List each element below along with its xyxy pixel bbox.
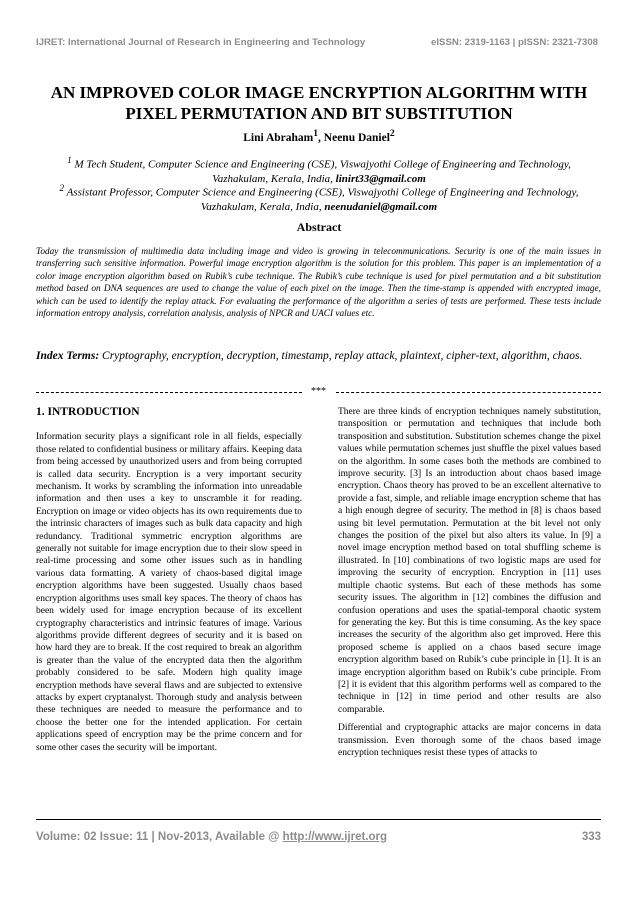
author-2: Neenu Daniel bbox=[323, 131, 390, 144]
affiliation-2-sup: 2 bbox=[59, 183, 65, 193]
affiliation-2 bbox=[24, 181, 614, 214]
index-terms-text: Cryptography, encryption, decryption, timestamp, replay attack, plaintext, cipher-text, algorithm, chaos. bbox=[99, 350, 583, 362]
separator-dash-right bbox=[336, 392, 601, 393]
page-number: 333 bbox=[581, 831, 601, 843]
index-terms-label: Index Terms: bbox=[36, 350, 100, 362]
author-list bbox=[0, 128, 638, 144]
abstract-heading: Abstract bbox=[296, 220, 342, 234]
page-footer bbox=[36, 831, 601, 843]
separator-mark: *** bbox=[311, 386, 326, 397]
affiliation-2-line-2: Vazhakulam, Kerala, India, bbox=[200, 200, 325, 213]
section-heading-introduction: 1. INTRODUCTION bbox=[36, 406, 140, 418]
author-1: Lini Abraham bbox=[243, 131, 314, 144]
issn-info: eISSN: 2319-1163 | pISSN: 2321-7308 bbox=[431, 37, 598, 48]
author-separator: , bbox=[318, 131, 324, 144]
footer-url-link[interactable]: http://www.ijret.org bbox=[282, 831, 388, 843]
title-line-1: AN IMPROVED COLOR IMAGE ENCRYPTION ALGORITHM WITH bbox=[50, 83, 588, 102]
intro-paragraph-3: Differential and cryptographic attacks are major concerns in data transmission. Even thorough some of the chaos based image encryption techniques resist these types of attacks to bbox=[338, 723, 601, 758]
affiliation-1-line-2: Vazhakulam, Kerala, India, bbox=[212, 172, 336, 185]
author-1-sup: 1 bbox=[313, 128, 319, 139]
affiliation-2-email[interactable]: neenudaniel@gmail.com bbox=[324, 200, 438, 213]
journal-name: IJRET: International Journal of Research in Engineering and Technology bbox=[36, 37, 366, 48]
abstract-text: Today the transmission of multimedia data including image and video is growing in telecommunications. Security is one of the main issues in transferring such sensitive information. Powerful image encryption algorithm is the solution for this problem. This paper is an implementation of a color image encryption algorithm based on Rubik’s cube technique. The Rubik’s cube technique is used for pixel permutation and a bit substitution method based on DNA sequences are used to change the value of each pixel on the image. Then the time-stamp is appended with encrypted image, which can be used to identify the replay attack. For evaluating the performance of the algorithm a series of tests are performed. These tests include information entropy analysis, correlation analysis, analysis of NPCR and UACI values etc. bbox=[36, 247, 601, 320]
affiliation-1-sup: 1 bbox=[67, 155, 72, 165]
footer-volume bbox=[36, 831, 387, 843]
paper-title bbox=[20, 82, 618, 124]
index-terms bbox=[36, 346, 601, 367]
right-column bbox=[338, 406, 601, 765]
footer-volume-text: Volume: 02 Issue: 11 | Nov-2013, Available @ bbox=[36, 831, 283, 843]
intro-paragraph-1: Information security plays a significant role in all fields, especially those related to confidential business or military affairs. Keeping data from being accessed by unauthorized users and from being corrupted is called data security. Encryption is a very important security mechanism. It works by scrambling the information into unreadable information and then uses a key to unscramble it for reading. Encryption on image or video objects has its own requirements due to the intrinsic characters of images such as bulk data capacity and high redundancy. Traditional symmetric encryption algorithms are generally not suitable for image encryption due to their slow speed in real-time processing and some other issues such as in handling various data formatting. A variety of chaos-based digital image encryption algorithms have been suggested. Usually chaos based encryption algorithms uses small key spaces. The theory of chaos has been widely used for image encryption because of its excellent cryptography characteristics and intrinsic features of image. Various algorithms provide different degrees of security and it is based on how hard they are to break. If the cost required to break an algorithm is greater than the value of the encrypted data then the algorithm probably considered to be safe. Modern high quality image encryption methods have several flaws and are subjected to extensive attacks by expert cryptanalyst. Thorough study and analysis between these techniques are needed to measure the performance and to choose the better one for the intended application. For certain applications speed of encryption may be the prime concern and for some other cases the security will be important. bbox=[36, 432, 302, 753]
title-line-2: PIXEL PERMUTATION AND BIT SUBSTITUTION bbox=[125, 104, 513, 123]
intro-paragraph-2: There are three kinds of encryption techniques namely substitution, transposition or permutation and techniques that include both transposition and substitution. Substitution schemes change the pixel values while permutation schemes just shuffle the pixel values based on the algorithm. In some cases both the methods are combined to improve security. [3] Is an introduction about chaos based image encryption. Chaos theory has proved to be an excellent alternative to provide a fast, simple, and reliable image encryption scheme that has a high enough degree of security. The method in [8] is chaos based using bit level permutation. Permutation at the bit level not only changes the position of the pixel but also alters its value. In [9] a novel image encryption method based on total shuffling scheme is illustrated. In [10] combinations of two logistic maps are used for improving the security of encryption. Encryption in [11] uses multiple chaotic systems. But each of these methods has some security issues. The algorithm in [12] combines the diffusion and confusion operations and uses the spatial-temporal chaotic system for generating the key. But this is time consuming. As the key space increases the security of the algorithm also get improved. Here this proposed scheme is applied on a chaos based secure image encryption algorithm based on Rubik’s cube principle in [1]. It is an image encryption algorithm based on Rubik’s cube principle. From [2] it is evident that this algorithm performs well as compared to the technique in [12] in time period and other results are also comparable. bbox=[338, 407, 601, 715]
affiliation-1-email[interactable]: linirt33@gmail.com bbox=[335, 172, 426, 185]
author-2-sup: 2 bbox=[389, 128, 395, 139]
affiliation-2-line-1: Assistant Professor, Computer Science and Engineering (CSE), Viswajyothi College of Engineering and Technology, bbox=[64, 186, 579, 199]
left-column bbox=[36, 406, 302, 760]
running-header bbox=[36, 37, 598, 48]
section-separator bbox=[36, 386, 601, 398]
footer-rule bbox=[36, 819, 601, 820]
affiliation-1-line-1: M Tech Student, Computer Science and Engineering (CSE), Viswajyothi College of Engineering and Technology, bbox=[71, 158, 571, 171]
